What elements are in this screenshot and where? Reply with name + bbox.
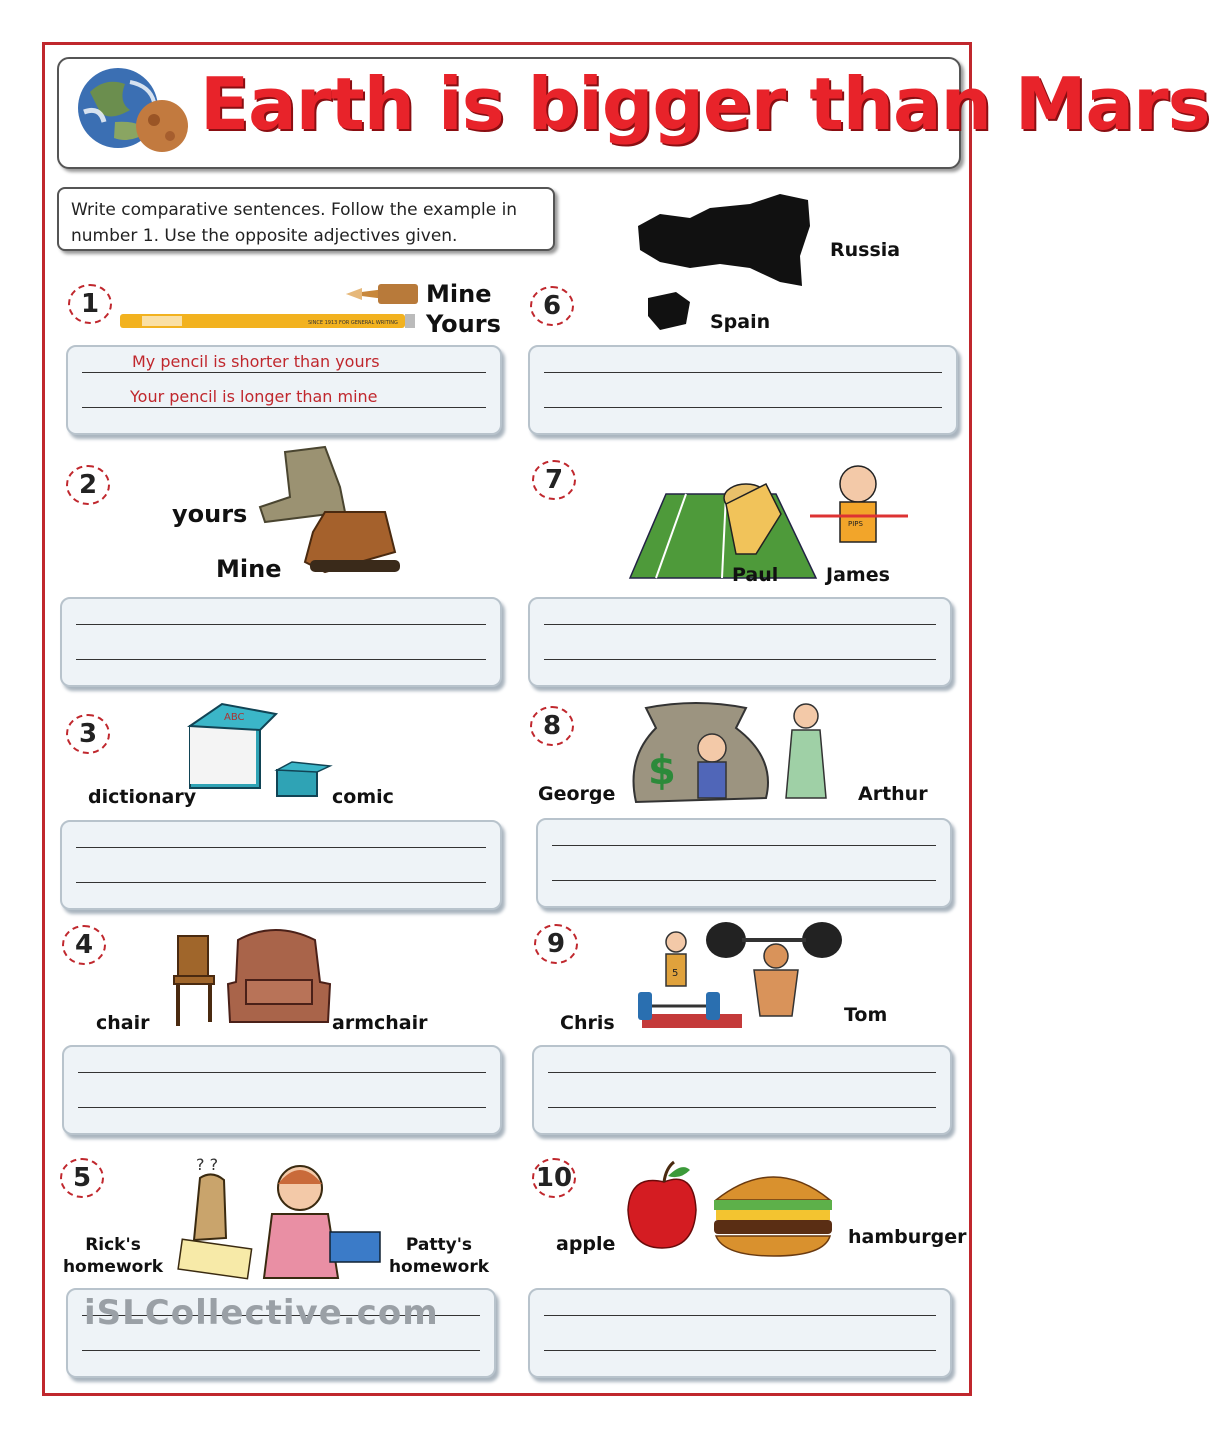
label-russia: Russia [830,239,901,261]
runner-shirt: PIPS [848,520,863,528]
pencils-icon [118,280,418,335]
label-arthur: Arthur [858,783,928,805]
earth-mars-icon [70,62,195,162]
exercise-number: 8 [530,706,574,746]
exercise-number: 5 [60,1158,104,1198]
example-sentence: Your pencil is longer than mine [130,387,378,406]
answer-box[interactable] [532,1045,952,1135]
exercise-number: 4 [62,925,106,965]
watermark: iSLCollective.com [84,1293,439,1333]
page-title: Earth is bigger than Mars [200,62,1210,146]
label-ricks-homework: Rick's homework [62,1235,164,1277]
exercise-number: 1 [68,284,112,324]
answer-box[interactable] [536,818,952,908]
answer-box[interactable] [60,820,502,910]
label-dictionary: dictionary [88,786,197,808]
answer-box[interactable] [528,345,958,435]
exercise-number: 9 [534,924,578,964]
label-chair: chair [96,1012,150,1034]
answer-box[interactable] [528,1288,952,1378]
label-mine: Mine [216,555,282,583]
example-sentence: My pencil is shorter than yours [132,352,380,371]
exercise-number: 7 [532,460,576,500]
label-apple: apple [556,1233,616,1255]
exercise-number: 6 [530,286,574,326]
books-icon [182,700,332,800]
label-comic: comic [332,786,394,808]
answer-box[interactable] [62,1045,502,1135]
money-bag-men-icon [626,698,856,810]
answer-box[interactable] [60,597,502,687]
answer-box[interactable] [528,597,952,687]
exercise-number: 10 [532,1158,576,1198]
students-homework-icon [160,1148,390,1288]
pencil-text: SINCE 1913 FOR GENERAL WRITING [308,320,398,326]
weightlifters-icon [636,920,846,1036]
label-hamburger: hamburger [848,1226,967,1248]
lifter-shirt: 5 [672,968,679,979]
label-chris: Chris [560,1012,615,1034]
exercise-number: 3 [66,714,110,754]
chairs-icon [170,922,335,1032]
label-armchair: armchair [332,1012,428,1034]
apple-hamburger-icon [624,1160,844,1260]
label-yours: yours [172,500,248,528]
instructions: Write comparative sentences. Follow the example in number 1. Use the opposite adjectives given. [57,187,555,251]
svg-text:? ?: ? ? [196,1155,219,1174]
dictionary-badge: ABC [224,712,245,723]
label-pattys-homework: Patty's homework [388,1235,490,1277]
label-george: George [538,783,616,805]
label-mine: Mine [426,280,492,308]
label-tom: Tom [844,1004,888,1026]
label-spain: Spain [710,311,771,333]
exercise-number: 2 [66,465,110,505]
label-yours: Yours [426,310,501,338]
label-paul: Paul [732,564,779,586]
label-james: James [826,564,890,586]
bag-dollar: $ [648,748,676,794]
